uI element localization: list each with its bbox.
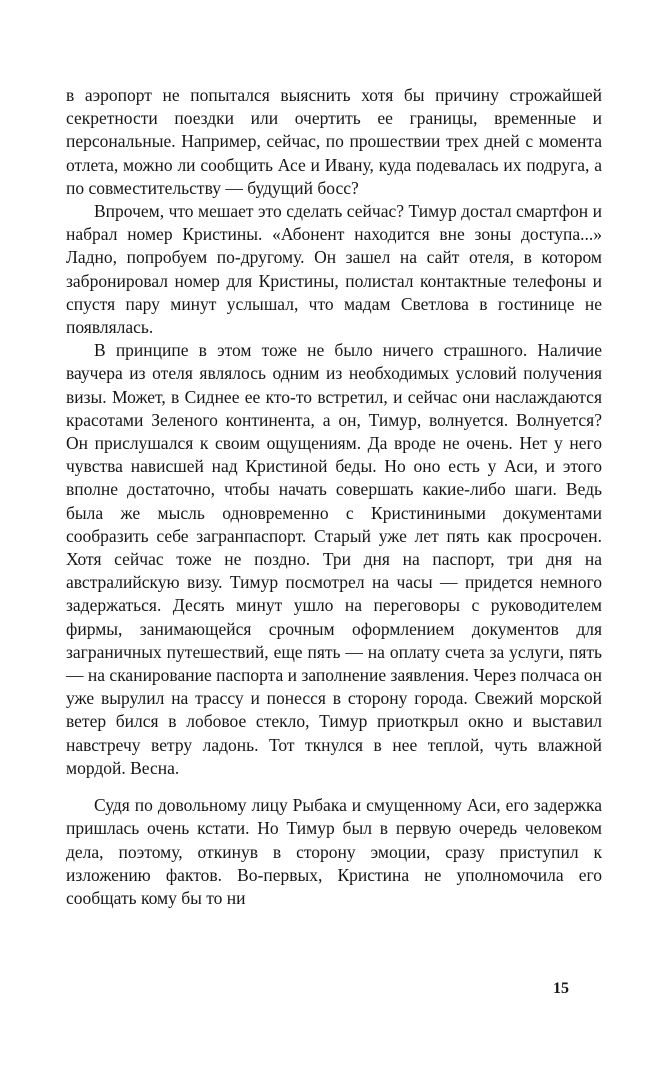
page-text bbox=[66, 84, 602, 910]
paragraph: В принципе в этом тоже не было ничего страшного. Наличие ваучера из отеля являлось одним из необходимых условий получения визы. Может, в Сиднее ее кто-то встретил, и сейчас они наслаждаются красотами Зеленого континента, а он, Тимур, волнуется. Волнуется? Он прислушался к своим ощущениям. Да вроде не очень. Нет у него чувства нависшей над Кристиной беды. Но оно есть у Аси, и этого вполне достаточно, чтобы начать совершать какие-либо шаги. Ведь была же мысль одновременно с Кристиниными документами сообразить себе загранпаспорт. Старый уже лет пять как просрочен. Хотя сейчас тоже не поздно. Три дня на паспорт, три дня на австралийскую визу. Тимур посмотрел на часы — придется немного задержаться. Десять минут ушло на переговоры с руководителем фирмы, занимающейся срочным оформлением документов для заграничных путешествий, еще пять — на оплату счета за услуги, пять — на сканирование паспорта и заполнение заявления. Через полчаса он уже вырулил на трассу и понесся в сторону города. Свежий морской ветер бился в лобовое стекло, Тимур приоткрыл окно и выставил навстречу ветру ладонь. Тот ткнулся в нее теплой, чуть влажной мордой. Весна. bbox=[66, 340, 602, 778]
paragraph: Впрочем, что мешает это сделать сейчас? Тимур достал смартфон и набрал номер Кристины. «Абонент находится вне зоны доступа...» Ладно, попробуем по-другому. Он зашел на сайт отеля, в котором забронировал номер для Кристины, полистал контактные телефоны и спустя пару минут услышал, что мадам Светлова в гостинице не появлялась. bbox=[66, 201, 602, 338]
page-number: 15 bbox=[553, 980, 569, 997]
paragraph: Судя по довольному лицу Рыбака и смущенному Аси, его задержка пришлась очень кстати. Но Тимур был в первую очередь человеком дела, поэтому, откинув в сторону эмоции, сразу приступил к изложению фактов. Во-первых, Кристина не уполномочила его сообщать кому бы то ни bbox=[66, 795, 602, 908]
paragraph: в аэропорт не попытался выяснить хотя бы причину строжайшей секретности поездки или очертить ее границы, временные и персональные. Например, сейчас, по прошествии трех дней с момента отлета, можно ли сообщить Асе и Ивану, куда подевалась их подруга, а по совместительству — будущий босс? bbox=[66, 85, 602, 198]
